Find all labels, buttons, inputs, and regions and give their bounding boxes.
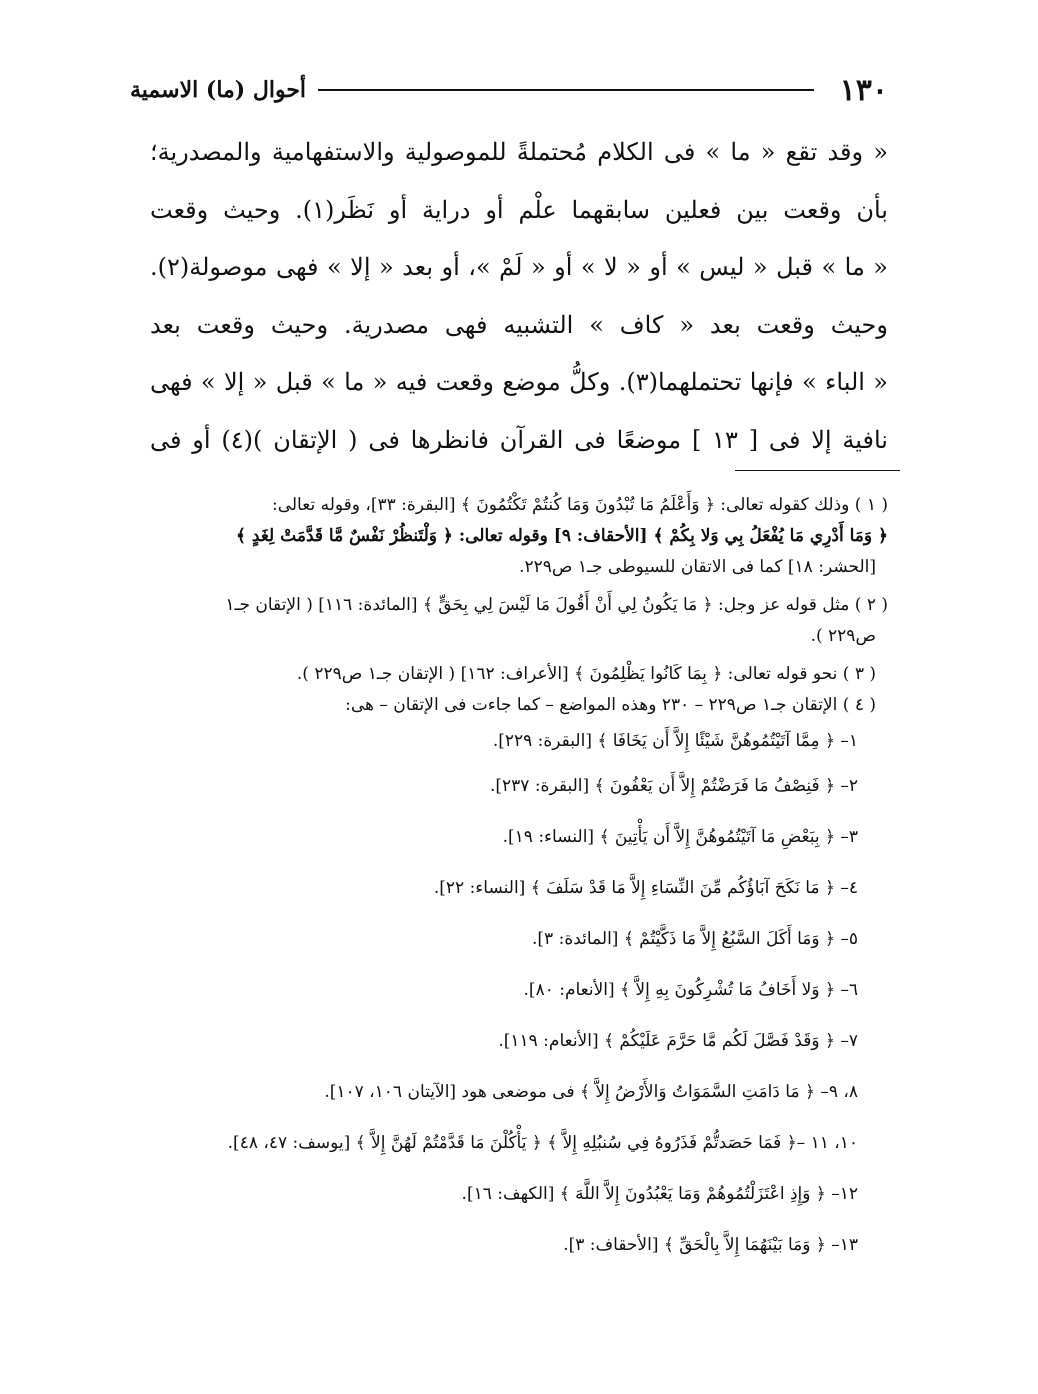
- footnote-4: [150, 690, 888, 721]
- list-item: ١– ﴿ مِمَّا آتَيْتُمُوهُنَّ شَيْئًا إِلاَّ أَن يَخَافَا ﴾ [البقرة: ٢٢٩].: [492, 731, 858, 751]
- main-text: [150, 124, 888, 469]
- list-item: ٨، ٩– ﴿ مَا دَامَتِ السَّمَوَاتُ وَالأَرْضُ إِلاَّ ﴾ فى موضعى هود [الآيتان ١٠٦، ١٠٧].: [324, 1082, 858, 1102]
- header-rule: [318, 89, 814, 91]
- list-item: ٦– ﴿ وَلا أَخَافُ مَا تُشْرِكُونَ بِهِ إِلاَّ ﴾ [الأنعام: ٨٠].: [523, 980, 858, 1000]
- list-item: ٥– ﴿ وَمَا أَكَلَ السَّبُعُ إِلاَّ مَا ذَكَّيْتُمْ ﴾ [المائدة: ٣].: [532, 929, 858, 949]
- footnote-3: [150, 659, 888, 690]
- footnote-line: ( ٣ ) نحو قوله تعالى: ﴿ بِمَا كَانُوا يَظْلِمُونَ ﴾ [الأعراف: ١٦٢] ( الإتقان جـ١ ص٢٢٩ ).: [296, 664, 876, 684]
- list-item: ٤– ﴿ مَا نَكَحَ آبَاؤُكُم مِّنَ النِّسَاءِ إِلاَّ مَا قَدْ سَلَفَ ﴾ [النساء: ٢٢].: [433, 878, 858, 898]
- footnote-4-list: [150, 721, 888, 1271]
- main-text-line: « ما » قبل « ليس » أو « لا » أو « لَمْ »، أو بعد « إلا » فهى موصولة(٢).: [150, 253, 888, 281]
- list-item: ١٢– ﴿ وَإِذِ اعْتَزَلْتُمُوهُمْ وَمَا يَعْبُدُونَ إِلاَّ اللَّهَ ﴾ [الكهف: ١٦].: [461, 1184, 858, 1204]
- main-text-line: بأن وقعت بين فعلين سابقهما علْم أو دراية أو نَظَر(١). وحيث وقعت: [150, 195, 888, 224]
- footnote-line: ( ١ ) وذلك كقوله تعالى: ﴿ وَأَعْلَمُ مَا تُبْدُونَ وَمَا كُنتُمْ تَكْتُمُونَ ﴾ [البقرة: ٣٣]، وقوله تعالى:: [271, 495, 888, 515]
- footnote-2: [150, 590, 888, 652]
- footnote-1: [150, 490, 888, 583]
- main-text-line: وحيث وقعت بعد « كاف » التشبيه فهى مصدرية. وحيث وقعت بعد: [150, 310, 888, 339]
- footnotes: [150, 490, 888, 1271]
- footnote-separator: [735, 470, 900, 471]
- running-title: أحوال (ما) الاسمية: [130, 77, 307, 103]
- footnote-line: ﴿ وَمَا أَدْرِي مَا يُفْعَلُ بِي وَلا بِكُمْ ﴾ [الأحقاف: ٩] وقوله تعالى: ﴿ وَلْتَنظُرْ نَفْسٌ مَّا قَدَّمَتْ لِغَدٍ ﴾: [236, 526, 888, 546]
- footnote-line: [الحشر: ١٨] كما فى الاتقان للسيوطى جـ١ ص٢٢٩.: [519, 557, 876, 577]
- main-text-line: « وقد تقع « ما » فى الكلام مُحتملةً للموصولية والاستفهامية والمصدرية؛: [150, 138, 888, 166]
- list-item: ٣– ﴿ بِبَعْضِ مَا آتَيْتُمُوهُنَّ إِلاَّ أَن يَأْتِينَ ﴾ [النساء: ١٩].: [502, 827, 858, 847]
- list-item: ٧– ﴿ وَقَدْ فَصَّلَ لَكُم مَّا حَرَّمَ عَلَيْكُمْ ﴾ [الأنعام: ١١٩].: [498, 1031, 858, 1051]
- list-item: ١٠، ١١ –﴿ فَمَا حَصَدتُّمْ فَذَرُوهُ فِي سُنبُلِهِ إِلاَّ ﴾ ﴿ يَأْكُلْنَ مَا قَدَّمْتُمْ لَهُنَّ إِلاَّ ﴾ [يوسف: ٤٧، ٤٨].: [227, 1133, 858, 1153]
- page-number: ١٣٠: [839, 72, 888, 108]
- list-item: ٢– ﴿ فَنِصْفُ مَا فَرَضْتُمْ إِلاَّ أَن يَعْفُونَ ﴾ [البقرة: ٢٣٧].: [489, 776, 858, 796]
- main-text-line: « الباء » فإنها تحتملهما(٣). وكلُّ موضع وقعت فيه « ما » قبل « إلا » فهى: [150, 368, 888, 396]
- footnote-line: ص٢٢٩ ).: [810, 626, 876, 646]
- footnote-line: ( ٤ ) الإتقان جـ١ ص٢٢٩ – ٢٣٠ وهذه المواضع – كما جاءت فى الإتقان – هى:: [345, 695, 876, 715]
- footnote-line: ( ٢ ) مثل قوله عز وجل: ﴿ مَا يَكُونُ لِي أَنْ أَقُولَ مَا لَيْسَ لِي بِحَقٍّ ﴾ [المائدة: ١١٦] ( الإتقان جـ١: [225, 595, 888, 615]
- main-text-line: نافية إلا فى [ ١٣ ] موضعًا فى القرآن فانظرها فى ( الإتقان )(٤) أو فى: [150, 425, 888, 454]
- page-header: [130, 70, 888, 110]
- list-item: ١٣– ﴿ وَمَا بَيْنَهُمَا إِلاَّ بِالْحَقِّ ﴾ [الأحقاف: ٣].: [563, 1235, 858, 1255]
